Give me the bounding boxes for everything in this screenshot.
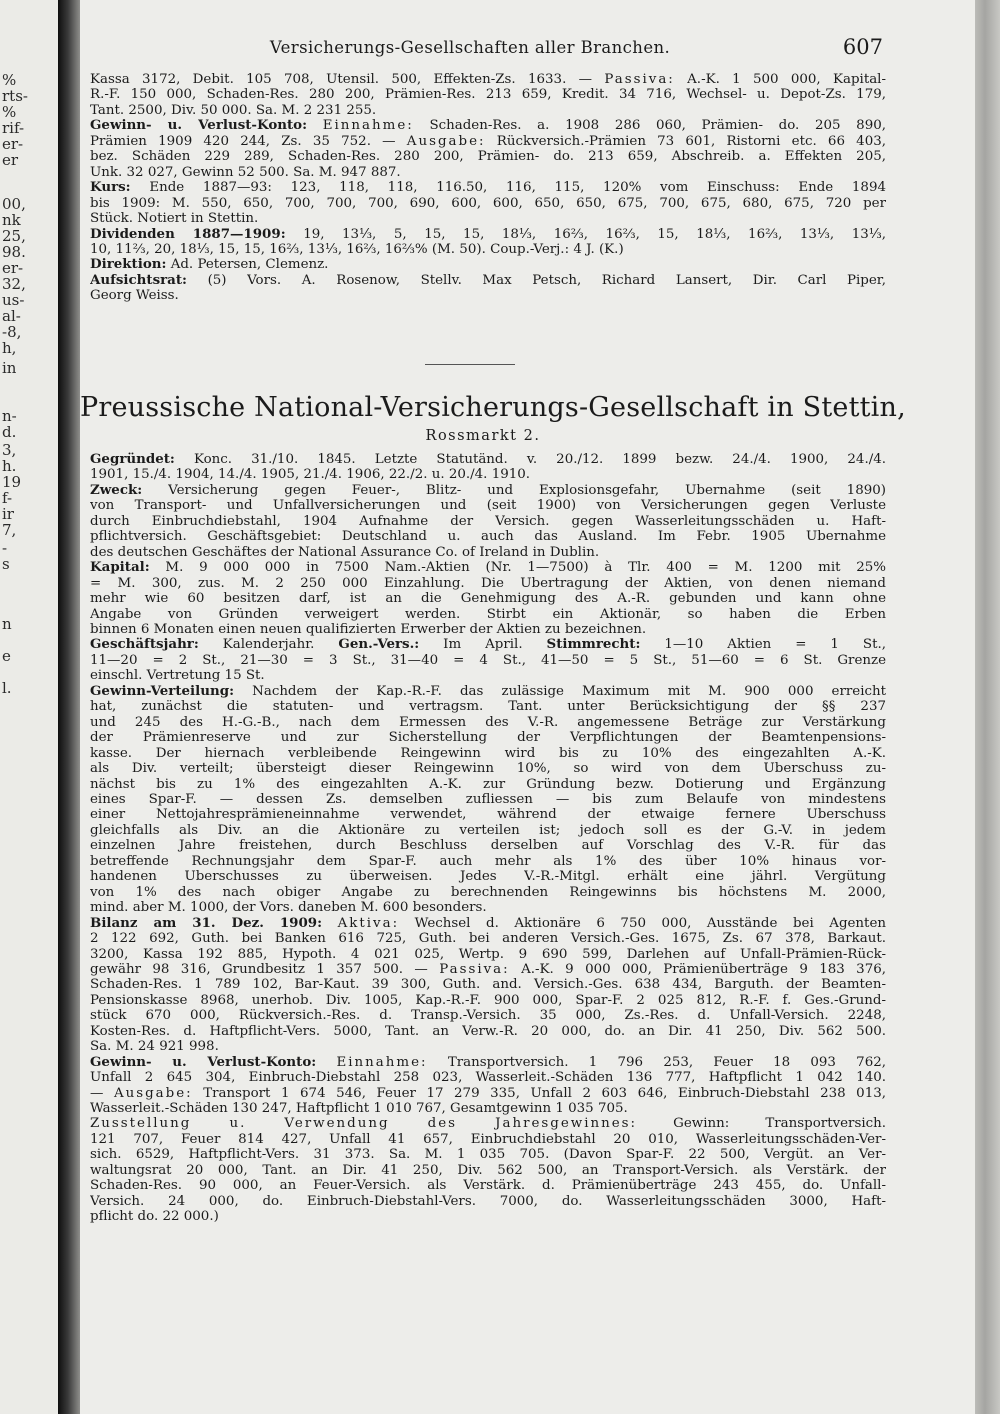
text-line: binnen 6 Monaten einen neuen qualifizierten Erwerber der Aktien zu bezeichnen.	[90, 621, 647, 637]
previous-page-fragment: nk	[2, 211, 21, 229]
running-head	[80, 35, 975, 60]
previous-page-fragment: -	[2, 539, 8, 557]
previous-page-fragment: f-	[2, 489, 13, 507]
text-line: Bilanz am 31. Dez. 1909: Aktiva: Wechsel d. Aktionäre 6 750 000, Ausstände bei Agenten	[90, 915, 886, 931]
text-line: Aufsichtsrat: (5) Vors. A. Rosenow, Stellv. Max Petsch, Richard Lansert, Dir. Carl Piper,	[90, 272, 886, 288]
previous-page-fragment: e	[2, 647, 11, 665]
text-line: Schaden-Res. 90 000, an Feuer-Versich. als Verstärk. d. Prämienüberträge 243 455, do. Unfall-	[90, 1178, 886, 1194]
previous-page-fragment: er	[2, 151, 19, 169]
text-line: Tant. 2500, Div. 50 000. Sa. M. 2 231 255.	[90, 102, 377, 118]
previous-page-fragment: 3,	[2, 441, 17, 459]
text-line: Gewinn- u. Verlust-Konto: Einnahme: Transportversich. 1 796 253, Feuer 18 093 762,	[90, 1054, 886, 1070]
text-line: Sa. M. 24 921 998.	[90, 1039, 219, 1055]
text-line: 1901, 15./4. 1904, 14./4. 1905, 21./4. 1906, 22./2. u. 20./4. 1910.	[90, 467, 531, 483]
company-title: Preussische National-Versicherungs-Gesellschaft in Stettin,	[80, 392, 906, 423]
previous-page-fragment: ir	[2, 505, 14, 523]
company-entry	[90, 452, 886, 1225]
previous-page-fragment: h.	[2, 457, 17, 475]
text-line: Dividenden 1887—1909: 19, 13⅓, 5, 15, 15, 18⅓, 16⅔, 16⅔, 15, 18⅓, 16⅔, 13⅓, 13⅓,	[90, 226, 886, 242]
text-line: von Transport- und Unfallversicherungen und (seit 1900) von Versicherungen gegen Verluste	[90, 498, 886, 514]
text-line: der Prämienreserve und zur Sicherstellung der Verpflichtungen der Beamtenpensions-	[90, 730, 886, 746]
previous-page-fragment: n-	[2, 407, 17, 425]
text-line: Kosten-Res. d. Haftpflicht-Vers. 5000, Tant. an Verw.-R. 20 000, do. an Dir. 41 250, Div. 562 500.	[90, 1023, 886, 1039]
company-address: Rossmarkt 2.	[425, 428, 541, 444]
page-edge	[975, 0, 1000, 1414]
text-line: Pensionskasse 8968, unerhob. Div. 1005, Kap.-R.-F. 900 000, Spar-F. 2 025 812, R.-F. f. Ges.-Grund-	[90, 992, 886, 1008]
text-line: Wasserleit.-Schäden 130 247, Haftpflicht 1 010 767, Gesamtgewinn 1 035 705.	[90, 1101, 628, 1117]
previous-page-fragment: h,	[2, 339, 17, 357]
text-line: 2 122 692, Guth. bei Banken 616 725, Guth. bei anderen Versich.-Ges. 1675, Zs. 67 378, Barkaut.	[90, 931, 886, 947]
previous-page-fragment: 00,	[2, 195, 26, 213]
text-line: Gewinn-Verteilung: Nachdem der Kap.-R.-F. das zulässige Maximum mit M. 900 000 erreicht	[90, 683, 886, 699]
text-line: mind. aber M. 1000, der Vors. daneben M. 600 besonders.	[90, 900, 487, 916]
previous-page-fragment: er-	[2, 259, 24, 277]
text-line: gleichfalls als Div. an die Aktionäre zu verteilen ist; jedoch soll es der G.-V. in jedem	[90, 822, 886, 838]
text-line: Kapital: M. 9 000 000 in 7500 Nam.-Aktien (Nr. 1—7500) à Tlr. 400 = M. 1200 mit 25%	[90, 560, 886, 576]
text-line: bez. Schäden 229 289, Schaden-Res. 280 200, Prämien- do. 213 659, Abschreib. a. Effekten 205,	[90, 149, 886, 165]
text-line: Gewinn- u. Verlust-Konto: Einnahme: Schaden-Res. a. 1908 286 060, Prämien- do. 205 890,	[90, 118, 886, 134]
text-line: 11—20 = 2 St., 21—30 = 3 St., 31—40 = 4 St., 41—50 = 5 St., 51—60 = 6 St. Grenze	[90, 652, 886, 668]
previous-page-fragment: l.	[2, 679, 12, 697]
text-line: und 245 des H.-G.-B., nach dem Ermessen des V.-R. angemessene Beträge zur Verstärkung	[90, 714, 886, 730]
running-head-title: Versicherungs-Gesellschaften aller Branchen.	[269, 38, 671, 57]
text-line: als Div. verteilt; übersteigt dieser Reingewinn 10%, so wird von dem Überschuss zu-	[90, 761, 886, 777]
previous-page-fragment: us-	[2, 291, 25, 309]
text-line: sich. 6529, Haftpflicht-Vers. 31 373. Sa. M. 1 035 705. (Davon Spar-F. 22 500, Vergüt. an Ver-	[90, 1147, 886, 1163]
text-line: Unfall 2 645 304, Einbruch-Diebstahl 258 023, Wasserleit.-Schäden 136 777, Haftpflicht 1 042 140.	[90, 1070, 886, 1086]
previous-page-fragment: s	[2, 555, 10, 573]
text-line: handenen Überschusses zu überweisen. Jedes V.-R.-Mitgl. erhält eine jährl. Vergütung	[90, 869, 886, 885]
text-line: einzelnen Jahre freistehen, durch Beschluss derselben auf Vorschlag des V.-R. für das	[90, 838, 886, 854]
text-line: Direktion: Ad. Petersen, Clemenz.	[90, 257, 329, 273]
text-line: Zweck: Versicherung gegen Feuer-, Blitz- und Explosionsgefahr, Übernahme (seit 1890)	[90, 482, 886, 498]
text-line: durch Einbruchdiebstahl, 1904 Aufnahme der Versich. gegen Wasserleitungsschäden u. Haft-	[90, 513, 886, 529]
previous-entry	[90, 72, 886, 304]
text-line: Schaden-Res. 1 789 102, Bar-Kaut. 39 300, Guth. and. Versich.-Ges. 638 434, Barguth. der Beamten-	[90, 977, 886, 993]
text-line: pflichtversich. Geschäftsgebiet: Deutschland u. auch das Ausland. Im Febr. 1905 Übernahme	[90, 529, 886, 545]
text-line: pflicht do. 22 000.)	[90, 1209, 219, 1225]
text-line: eines Spar-F. — dessen Zs. demselben zufliessen — bis zum Belaufe von mindestens	[90, 791, 886, 807]
previous-page-fragment: d.	[2, 423, 17, 441]
text-line: 3200, Kassa 192 885, Hypoth. 4 021 025, Wertp. 9 690 599, Darlehen auf Unfall-Prämien-Rück-	[90, 946, 886, 962]
page	[80, 0, 975, 1414]
previous-page-fragment: n	[2, 615, 12, 633]
text-line: einer Nettojahresprämieneinnahme verwendet, während der etwaige fernere Überschuss	[90, 807, 886, 823]
section-divider	[425, 364, 515, 365]
text-line: Versich. 24 000, do. Einbruch-Diebstahl-Vers. 7000, do. Wasserleitungsschäden 3000, Haft-	[90, 1193, 886, 1209]
text-line: Angabe von Gründen verweigert werden. Stirbt ein Aktionär, so haben die Erben	[90, 606, 886, 622]
text-line: R.-F. 150 000, Schaden-Res. 280 200, Prämien-Res. 213 659, Kredit. 34 716, Wechsel- u. Depot-Zs. 179,	[90, 87, 886, 103]
previous-page-fragment: 25,	[2, 227, 26, 245]
text-line: waltungsrat 20 000, Tant. an Dir. 41 250, Div. 562 500, an Transport-Versich. als Verstärk. der	[90, 1162, 886, 1178]
previous-page-fragment: %	[2, 103, 17, 121]
previous-page-edge	[0, 0, 58, 1414]
text-line: Stück. Notiert in Stettin.	[90, 211, 259, 227]
previous-page-fragment: 98.	[2, 243, 26, 261]
page-number: 607	[842, 35, 883, 59]
text-line: hat, zunächst die statuten- und vertragsm. Tant. unter Berücksichtigung der §§ 237	[90, 699, 886, 715]
previous-page-fragment: rts-	[2, 87, 28, 105]
text-line: Prämien 1909 420 244, Zs. 35 752. — Ausgabe: Rückversich.-Prämien 73 601, Ristorni etc. 66 403,	[90, 133, 886, 149]
previous-page-fragment: -8,	[2, 323, 22, 341]
previous-page-fragment: er-	[2, 135, 24, 153]
previous-page-fragment: 32,	[2, 275, 26, 293]
text-line: des deutschen Geschäftes der National Assurance Co. of Ireland in Dublin.	[90, 544, 600, 560]
text-line: Georg Weiss.	[90, 288, 179, 304]
text-line: einschl. Vertretung 15 St.	[90, 668, 265, 684]
text-line: Geschäftsjahr: Kalenderjahr. Gen.-Vers.: Im April. Stimmrecht: 1—10 Aktien = 1 St.,	[90, 637, 886, 653]
text-line: Kurs: Ende 1887—93: 123, 118, 118, 116.50, 116, 115, 120% vom Einschuss: Ende 1894	[90, 180, 886, 196]
book-gutter	[58, 0, 80, 1414]
text-line: 10, 11⅔, 20, 18⅓, 15, 15, 16⅔, 13⅓, 16⅔, 16⅔% (M. 50). Coup.-Verj.: 4 J. (K.)	[90, 241, 624, 257]
text-line: Zusstellung u. Verwendung des Jahresgewinnes: Gewinn: Transportversich.	[90, 1116, 886, 1132]
text-line: Gegründet: Konc. 31./10. 1845. Letzte Statutänd. v. 20./12. 1899 bezw. 24./4. 1900, 24./4.	[90, 452, 886, 467]
text-line: Unk. 32 027, Gewinn 52 500. Sa. M. 947 887.	[90, 164, 401, 180]
text-line: gewähr 98 316, Grundbesitz 1 357 500. — Passiva: A.-K. 9 000 000, Prämienüberträge 9 183 376,	[90, 961, 886, 977]
text-line: — Ausgabe: Transport 1 674 546, Feuer 17 279 335, Unfall 2 603 646, Einbruch-Diebstahl 238 013,	[90, 1085, 886, 1101]
previous-page-fragment: rif-	[2, 119, 25, 137]
text-line: nächst bis zu 1% des eingezahlten A.-K. zur Gründung bezw. Dotierung und Ergänzung	[90, 776, 886, 792]
text-line: stück 670 000, Rückversich.-Res. d. Transp.-Versich. 35 000, Zs.-Res. d. Unfall-Versich. 2248,	[90, 1008, 886, 1024]
text-line: Kassa 3172, Debit. 105 708, Utensil. 500, Effekten-Zs. 1633. — Passiva: A.-K. 1 500 000, Kapital-	[90, 72, 886, 87]
text-line: betreffende Rechnungsjahr dem Spar-F. auch mehr als 1% des über 10% hinaus vor-	[90, 853, 886, 869]
previous-page-fragment: %	[2, 71, 17, 89]
text-line: = M. 300, zus. M. 2 250 000 Einzahlung. Die Übertragung der Aktien, von denen niemand	[90, 575, 886, 591]
previous-page-fragment: in	[2, 359, 17, 377]
text-line: bis 1909: M. 550, 650, 700, 700, 700, 690, 600, 600, 650, 650, 675, 700, 675, 680, 675, 720 per	[90, 195, 886, 211]
text-line: von 1% des nach obiger Angabe zu berechnenden Reingewinns bis höchstens M. 2000,	[90, 884, 886, 900]
previous-page-fragment: 7,	[2, 521, 17, 539]
previous-page-fragment: 19	[2, 473, 22, 491]
previous-page-fragment: al-	[2, 307, 21, 325]
text-line: mehr wie 60 besitzen darf, ist an die Genehmigung des A.-R. gebunden und kann ohne	[90, 591, 886, 607]
text-line: kasse. Der hiernach verbleibende Reingewinn wird bis zu 10% des eingezahlten A.-K.	[90, 745, 886, 761]
text-line: 121 707, Feuer 814 427, Unfall 41 657, Einbruchdiebstahl 20 010, Wasserleitungsschäden-Ver-	[90, 1131, 886, 1147]
